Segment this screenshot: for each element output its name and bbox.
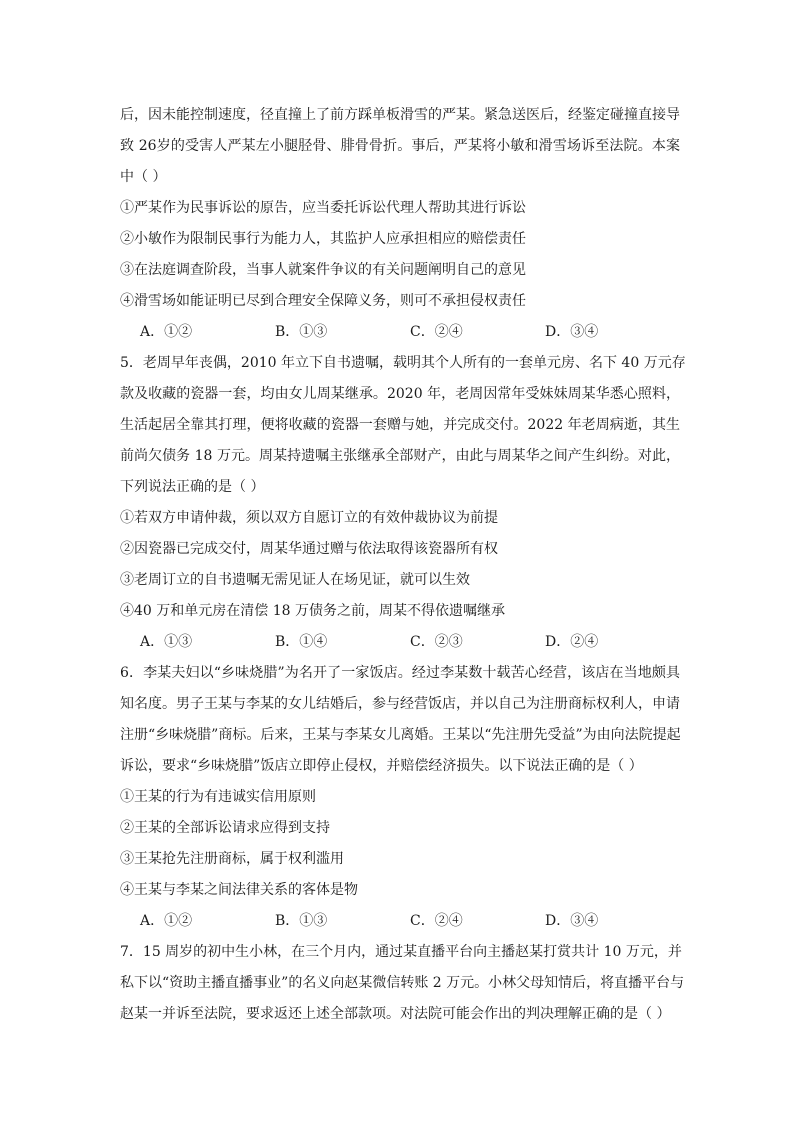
question-6-statement-3: ③王某抢先注册商标，属于权利滥用 [120,851,344,867]
question-7 [120,937,685,1030]
choice-a: A．①③ [140,634,193,650]
question-5-stem-line: 款及收藏的瓷器一套，均由女儿周某继承。2020 年，老周因常年受妹妹周某华悉心照料， [120,386,680,402]
question-4-statement-4: ④滑雪场如能证明已尽到合理安全保障义务，则可不承担侵权责任 [120,293,526,309]
question-5-statement-1: ①若双方申请仲裁，须以双方自愿订立的有效仲裁协议为前提 [120,510,498,526]
question-4 [120,100,680,348]
choice-a: A．①② [140,913,193,929]
question-4-stem-line: 致 26岁的受害人严某左小腿胫骨、腓骨骨折。事后，严某将小敏和滑雪场诉至法院。本案 [120,138,680,154]
question-6-statement-4: ④王某与李某之间法律关系的客体是物 [120,882,358,898]
choice-b: B．①④ [275,634,328,650]
choice-a: A．①② [140,324,193,340]
question-5-stem-line: 生活起居全靠其打理，便将收藏的瓷器一套赠与她，并完成交付。2022 年老周病逝，其生 [120,417,680,433]
question-6-stem-line: 注册“乡味烧腊”商标。后来，王某与李某女儿离婚。王某以“先注册先受益”为由向法院提起 [120,727,681,743]
question-6-stem-line: 6．李某夫妇以“乡味烧腊”为名开了一家饭店。经过李某数十载苦心经营，该店在当地颇具 [120,665,680,681]
question-6-stem-line: 知名度。男子王某与李某的女儿结婚后，参与经营饭店，并以自己为注册商标权利人，申请 [120,696,680,712]
question-6-statement-2: ②王某的全部诉讼请求应得到支持 [120,820,330,836]
question-content [120,100,686,1030]
question-5 [120,348,686,658]
question-5-choices [120,627,680,658]
question-6 [120,658,680,937]
choice-b: B．①③ [275,324,328,340]
question-7-stem-line: 7．15 周岁的初中生小林，在三个月内，通过某直播平台向主播赵某打赏共计 10 万元，并 [120,944,682,960]
question-7-stem-line: 私下以“资助主播直播事业”的名义向赵某微信转账 2 万元。小林父母知情后，将直播平台与 [120,975,685,991]
question-4-statement-3: ③在法庭调查阶段，当事人就案件争议的有关问题阐明自己的意见 [120,262,526,278]
question-5-statement-4: ④40 万和单元房在清偿 18 万债务之前，周某不得依遗嘱继承 [120,603,505,619]
question-6-choices [120,906,680,937]
question-6-stem-line: 诉讼，要求“乡味烧腊”饭店立即停止侵权，并赔偿经济损失。以下说法正确的是（ ） [120,758,643,774]
question-5-statement-3: ③老周订立的自书遗嘱无需见证人在场见证，就可以生效 [120,572,470,588]
choice-d: D．②④ [545,634,599,650]
choice-c: C．②③ [410,634,463,650]
choice-d: D．③④ [545,324,599,340]
choice-c: C．②④ [410,324,463,340]
question-4-statement-2: ②小敏作为限制民事行为能力人，其监护人应承担相应的赔偿责任 [120,231,526,247]
question-5-stem-line: 下列说法正确的是（ ） [120,479,265,495]
choice-c: C．②④ [410,913,463,929]
question-6-statement-1: ①王某的行为有违诚实信用原则 [120,789,316,805]
question-5-statement-2: ②因瓷器已完成交付，周某华通过赠与依法取得该瓷器所有权 [120,541,498,557]
choice-d: D．③④ [545,913,599,929]
question-4-statement-1: ①严某作为民事诉讼的原告，应当委托诉讼代理人帮助其进行诉讼 [120,200,526,216]
question-4-stem-line: 后，因未能控制速度，径直撞上了前方踩单板滑雪的严某。紧急送医后，经鉴定碰撞直接导 [120,107,680,123]
question-5-stem-line: 5．老周早年丧偶，2010 年立下自书遗嘱，载明其个人所有的一套单元房、名下 40 万元存 [120,355,686,371]
question-5-stem-line: 前尚欠债务 18 万元。周某持遗嘱主张继承全部财产，由此与周某华之间产生纠纷。对此， [120,448,680,464]
choice-b: B．①③ [275,913,328,929]
question-7-stem-line: 赵某一并诉至法院，要求返还上述全部款项。对法院可能会作出的判决理解正确的是（ ） [120,1006,671,1022]
question-4-stem-line: 中（ ） [120,169,167,185]
question-4-choices [120,317,680,348]
